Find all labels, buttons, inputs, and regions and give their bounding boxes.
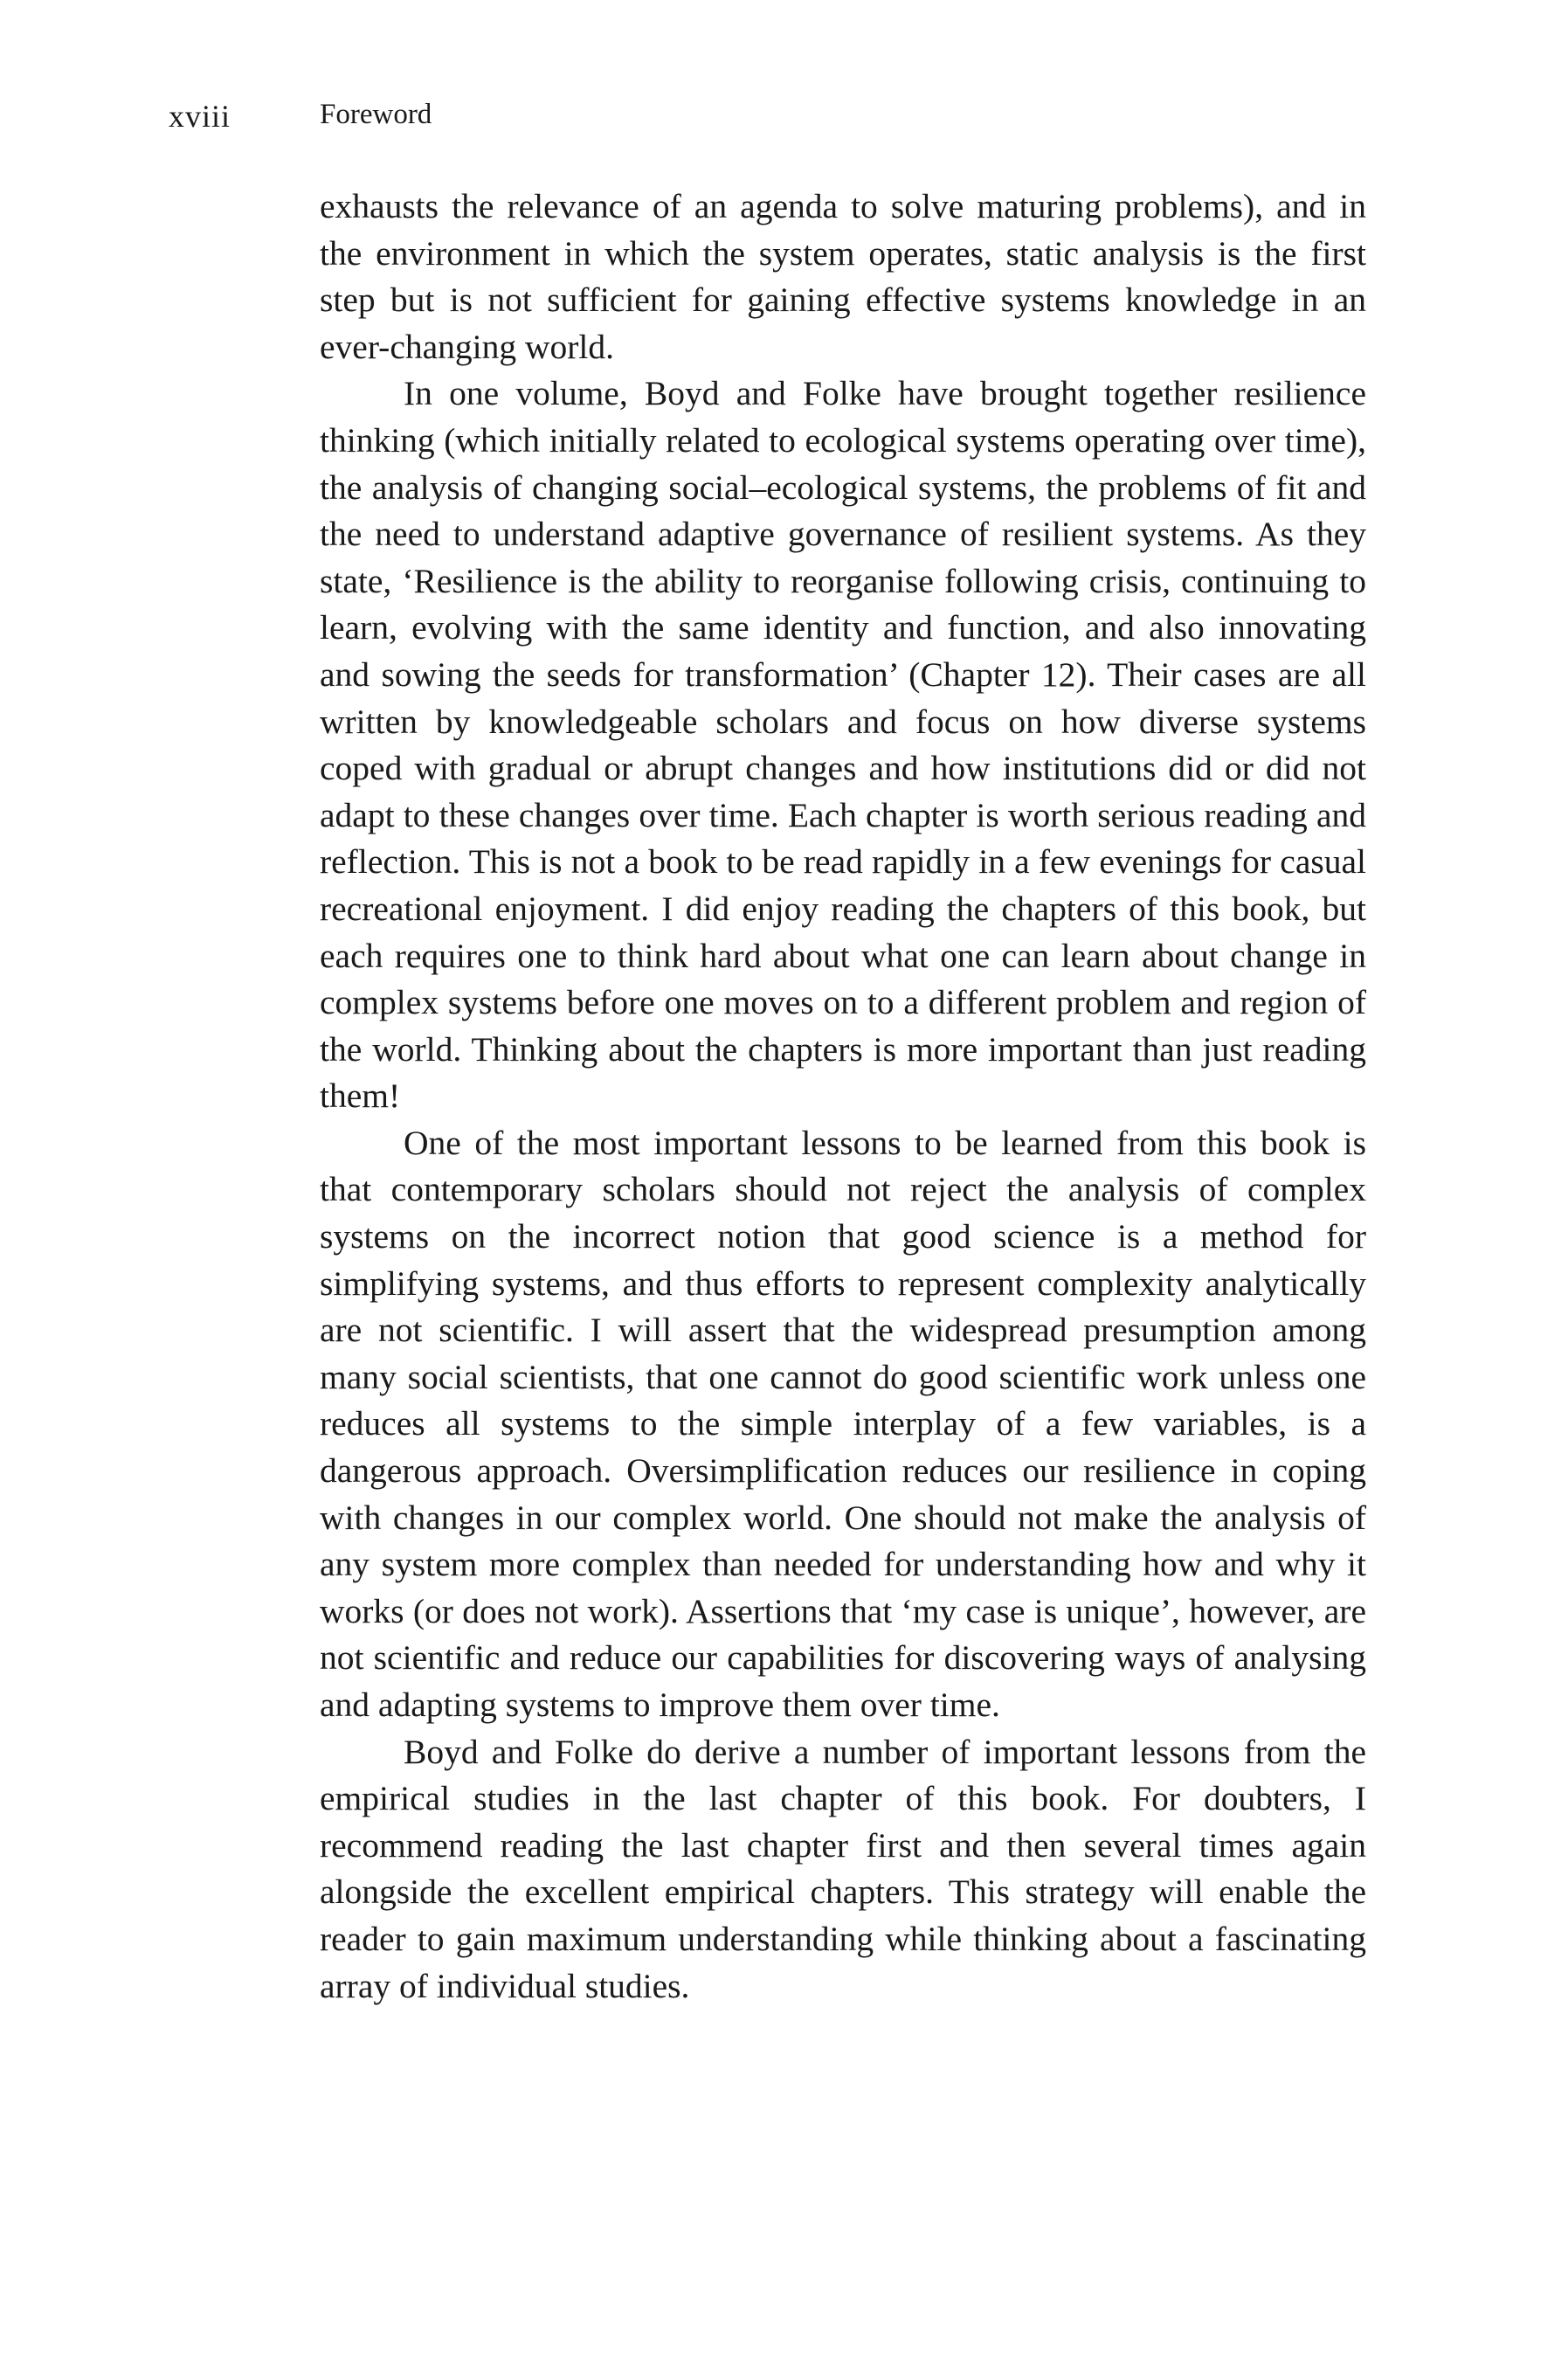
running-head: Foreword (320, 99, 432, 130)
page-number: xviii (169, 99, 231, 134)
body-text (320, 183, 1366, 2010)
paragraph-resilience-thinking: In one volume, Boyd and Folke have brought together resilience thinking (which initially related to ecological systems operating over time), the analysis of changing social–ecological systems, the problems of fit and the need to understand adaptive governance of resilient systems. As they state, ‘Resilience is the ability to reorganise following crisis, continuing to learn, evolving with the same identity and function, and also innovating and sowing the seeds for transformation’ (Chapter 12). Their cases are all written by knowledgeable scholars and focus on how diverse systems coped with gradual or abrupt changes and how institutions did or did not adapt to these changes over time. Each chapter is worth serious reading and reflection. This is not a book to be read rapidly in a few evenings for casual recreational enjoyment. I did enjoy reading the chapters of this book, but each requires one to think hard about what one can learn about change in complex systems before one moves on to a different problem and region of the world. Thinking about the chapters is more important than just reading them! (320, 374, 1366, 1116)
paragraph-complex-systems-lesson: One of the most important lessons to be learned from this book is that contemporary scholars should not reject the analysis of complex systems on the incorrect notion that good science is a method for simplifying systems, and thus efforts to represent complexity analytically are not scientific. I will assert that the widespread presumption among many social scientists, that one cannot do good scientific work unless one reduces all systems to the simple interplay of a few variables, is a dangerous approach. Oversimplification reduces our resilience in coping with changes in our complex world. One should not make the analysis of any system more complex than needed for understanding how and why it works (or does not work). Assertions that ‘my case is unique’, however, are not scientific and reduce our capabilities for discovering ways of analysing and adapting systems to improve them over time. (320, 1123, 1366, 1724)
paragraph-continuation: exhausts the relevance of an agenda to solve maturing problems), and in the environment in which the system operates, static analysis is the first step but is not sufficient for gaining effective systems knowledge in an ever-changing world. (320, 187, 1366, 366)
paragraph-reading-recommendation: Boyd and Folke do derive a number of important lessons from the empirical studies in the last chapter of this book. For doubters, I recommend reading the last chapter first and then several times again alongside the excellent empirical chapters. This strategy will enable the reader to gain maximum understanding while thinking about a fascinating array of individual studies. (320, 1732, 1366, 2005)
